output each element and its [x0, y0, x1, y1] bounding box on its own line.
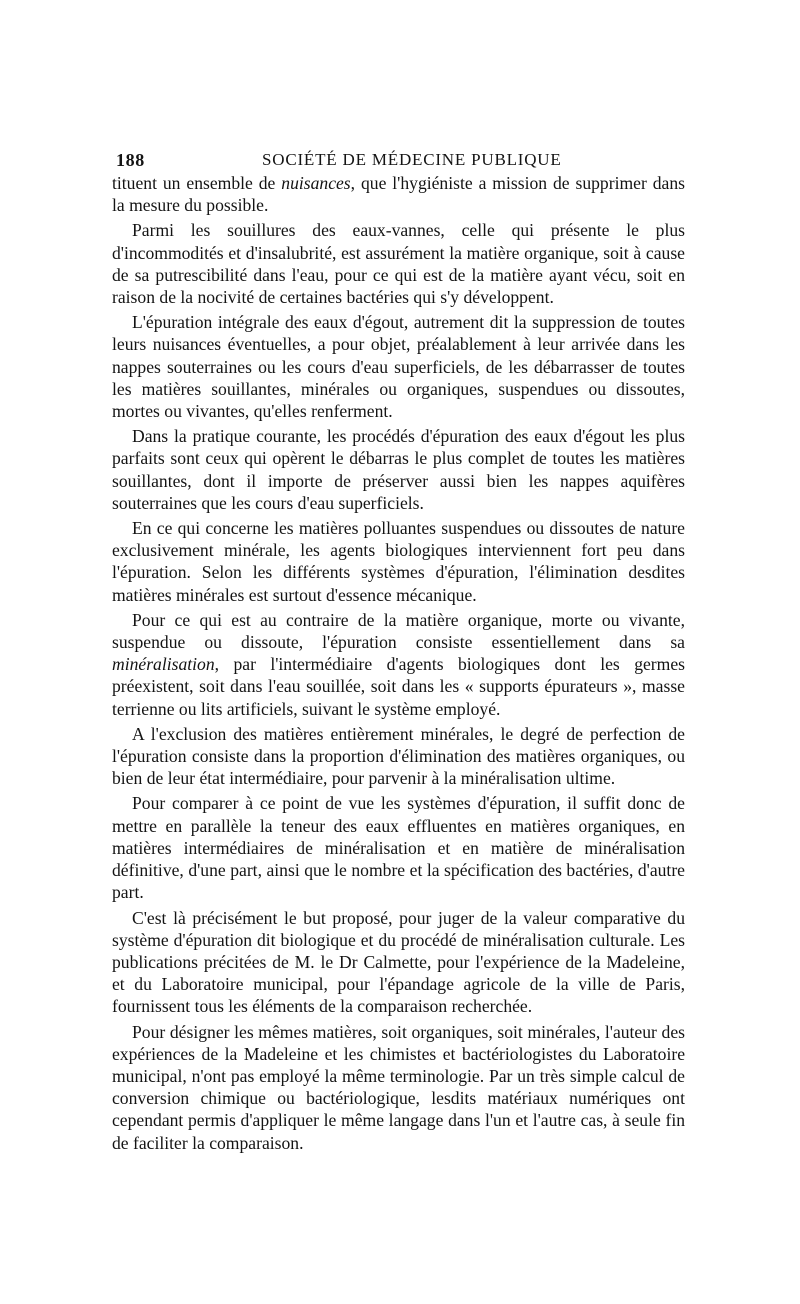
paragraph-4: Dans la pratique courante, les procédés d'épuration des eaux d'égout les plus parfaits sont ceux qui opèrent le débarras le plus complet de toutes les matières souillantes, dont il importe de préserver aussi bien les nappes aquifères souterraines que les cours d'eau superficiels.	[112, 426, 685, 513]
paragraph-6-text-a: Pour ce qui est au contraire de la matière organique, morte ou vivante, suspendue ou dissoute, l'épuration consiste essentiellement dans sa	[112, 609, 685, 653]
paragraph-2: Parmi les souillures des eaux-vannes, celle qui présente le plus d'incommodités et d'insalubrité, est assurément la matière organique, soit à cause de sa putrescibilité dans l'eau, pour ce qui est de la matière ayant vécu, soit en raison de la nocivité de certaines bactéries qui s'y développent.	[112, 220, 685, 308]
paragraph-10: Pour désigner les mêmes matières, soit organiques, soit minérales, l'auteur des expériences de la Madeleine et les chimistes et bactériologistes du Laboratoire municipal, n'ont pas employé la même terminologie. Par un très simple calcul de conversion chimique ou bactériologique, lesdits matériaux numériques ont cependant permis d'appliquer le même langage dans l'un et l'autre cas, à seule fin de faciliter la comparaison.	[112, 1021, 685, 1153]
paragraph-3: L'épuration intégrale des eaux d'égout, autrement dit la suppression de toutes leurs nuisances éventuelles, a pour objet, préalablement à leur arrivée dans les nappes souterraines ou les cours d'eau superficiels, de les débarrasser de toutes les matières souillantes, minérales ou organiques, suspendues ou dissoutes, mortes ou vivantes, qu'elles renferment.	[112, 312, 685, 422]
page-number: 188	[116, 150, 145, 170]
paragraph-9: C'est là précisément le but proposé, pour juger de la valeur comparative du système d'épuration dit biologique et du procédé de minéralisation culturale. Les publications précitées de M. le Dr Calmette, pour l'expérience de la Madeleine, et du Laboratoire municipal, pour l'épandage agricole de la ville de Paris, fournissent tous les éléments de la comparaison recherchée.	[112, 907, 685, 1017]
paragraph-8: Pour comparer à ce point de vue les systèmes d'épuration, il suffit donc de mettre en parallèle la teneur des eaux effluentes en matières organiques, en matières intermédiaires de minéralisation et en matière de minéralisation définitive, d'une part, ainsi que le nombre et la spécification des bactéries, d'autre part.	[112, 793, 685, 903]
paragraph-1-emphasis: nuisances	[281, 173, 351, 193]
paragraph-6-emphasis: minéralisation	[112, 654, 215, 675]
paragraph-7: A l'exclusion des matières entièrement minérales, le degré de perfection de l'épuration consiste dans la proportion d'élimination des matières organiques, ou bien de leur état intermédiaire, pour parvenir à la minéralisation ultime.	[112, 723, 685, 789]
running-title: SOCIÉTÉ DE MÉDECINE PUBLIQUE	[262, 150, 562, 169]
paragraph-6-text-b: , par l'intermédiaire d'agents biologiques dont les germes préexistent, soit dans l'eau souillée, soit dans les « supports épurateurs », masse terrienne ou lits artificiels, suivant le système employé.	[112, 654, 685, 719]
body-text	[112, 172, 685, 1154]
paragraph-1-text-b: , que l'hygiéniste a mission de supprimer dans la mesure du possible.	[112, 173, 685, 216]
paragraph-5: En ce qui concerne les matières polluantes suspendues ou dissoutes de nature exclusivement minérale, les agents biologiques interviennent fort peu dans l'épuration. Selon les différents systèmes d'épuration, l'élimination desdites matières minérales est surtout d'essence mécanique.	[112, 518, 685, 605]
running-head	[112, 142, 685, 172]
paragraph-1-text-a: tituent un ensemble de	[112, 173, 282, 193]
paragraph-6	[112, 609, 685, 720]
paragraph-1	[112, 172, 685, 216]
book-page	[112, 142, 685, 1157]
